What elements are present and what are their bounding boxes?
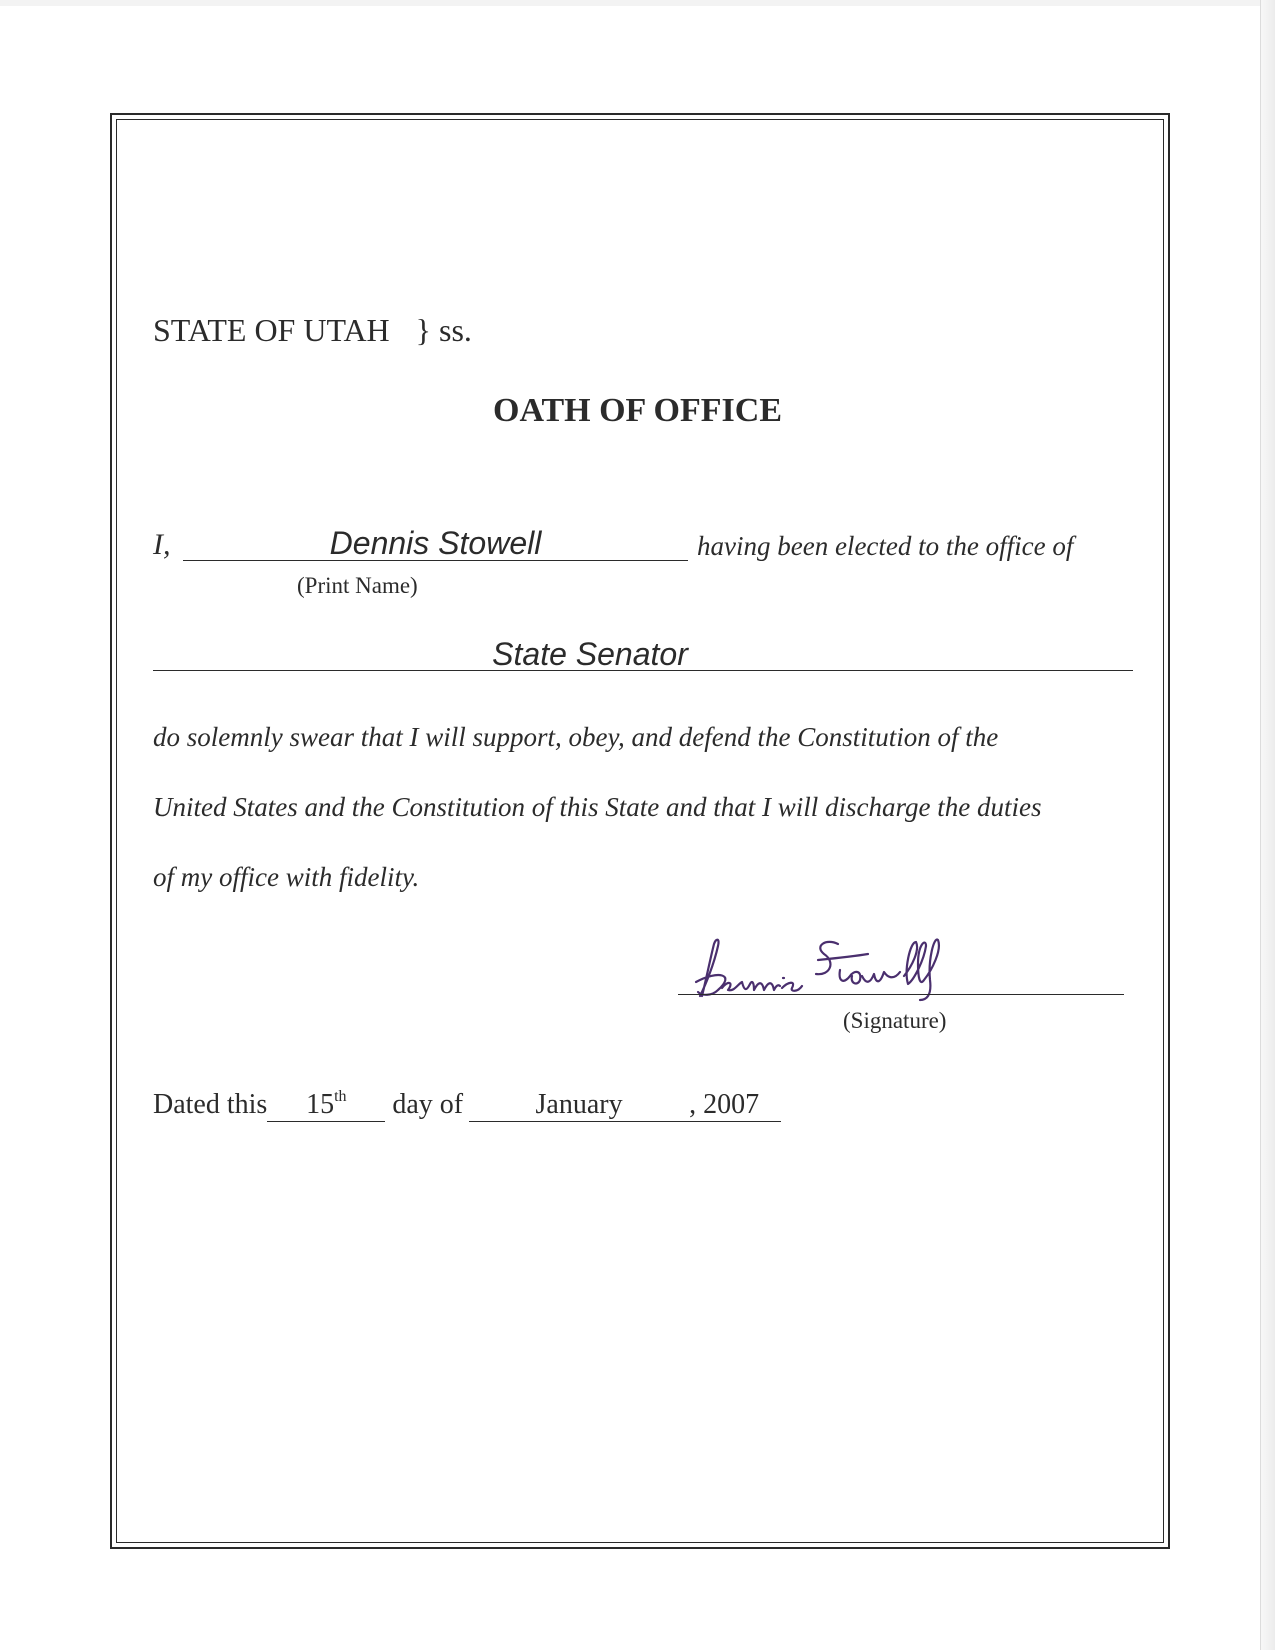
- handwritten-signature: [688, 930, 978, 1002]
- dated-label: Dated this: [153, 1089, 268, 1120]
- date-line: [153, 1083, 781, 1122]
- day-of-label: day of: [392, 1089, 464, 1120]
- year-prefix: ,: [689, 1089, 697, 1120]
- month-field: [469, 1091, 689, 1122]
- month-value: January: [535, 1089, 623, 1120]
- print-name-value: Dennis Stowell: [329, 525, 542, 561]
- office-underline: [153, 670, 1133, 671]
- state-label: STATE OF UTAH: [153, 312, 390, 348]
- i-label: I,: [153, 528, 171, 561]
- day-value: 15: [306, 1089, 335, 1120]
- office-value: State Senator: [492, 636, 688, 672]
- ss-label: } ss.: [415, 312, 472, 348]
- signature-text: Dennis Stowell: [688, 930, 695, 931]
- oath-line-3: of my office with fidelity.: [153, 862, 420, 892]
- signature-underline: [678, 994, 1124, 995]
- signature-label: (Signature): [843, 1008, 947, 1033]
- having-text: having been elected to the office of: [697, 531, 1074, 561]
- venue-line: [153, 312, 472, 349]
- print-name-underline: [183, 560, 688, 561]
- scan-edge-top: [0, 0, 1275, 6]
- print-name-label: (Print Name): [297, 573, 418, 598]
- oath-line-1: do solemnly swear that I will support, obey, and defend the Constitution of the: [153, 722, 999, 752]
- day-suffix: th: [334, 1088, 347, 1105]
- oath-line-2: United States and the Constitution of this State and that I will discharge the duties: [153, 792, 1042, 822]
- year-value: 2007: [703, 1089, 760, 1120]
- page-title: OATH OF OFFICE: [493, 392, 782, 429]
- oath-text: [153, 702, 1138, 912]
- scan-edge-right: [1260, 0, 1275, 1650]
- year-field: [689, 1091, 781, 1122]
- day-field: [267, 1083, 385, 1122]
